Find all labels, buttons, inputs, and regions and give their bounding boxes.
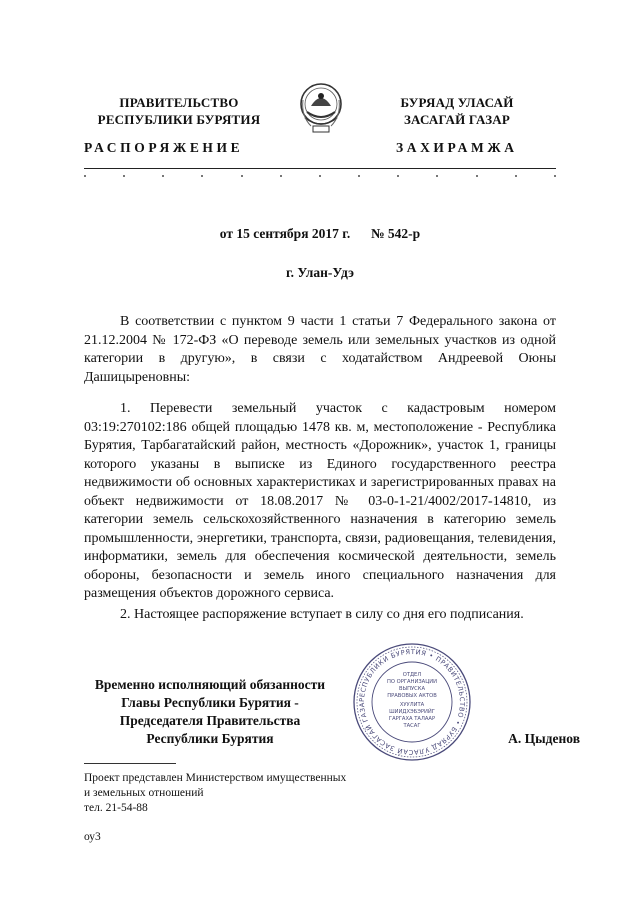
header-left-line2: РЕСПУБЛИКИ БУРЯТИЯ: [97, 112, 261, 127]
stamp-inner-line3: ВЫПУСКА: [398, 686, 426, 692]
footer-line1: Проект представлен Министерством имущественных: [84, 772, 347, 784]
signatory-position: [70, 676, 350, 748]
header-dotted-divider: [84, 175, 556, 179]
footer-divider: [84, 763, 176, 764]
official-stamp: [350, 640, 474, 764]
item1-paragraph: 1. Перевести земельный участок с кадастровым номером 03:19:270102:186 общей площадью 1478 кв. м, местоположение - Республика Бурятия, Тарбагатайский район, местность «Дорожник», участок 1, границы которого указаны в выписке из Единого государственного реестра недвижимости об основных характеристиках и зарегистрированных правах на объект недвижимости от 18.08.2017 № 03-0-1-21/4002/2017-14810, из категории земель сельскохозяйственного назначения в категорию земель промышленности, энергетики, транспорта, связи, радиовещания, телевидения, информатики, земель для обеспечения космической деятельности, земель обороны, безопасности и земель иного специального назначения для размещения объектов дорожного сервиса.: [84, 401, 556, 601]
position-line4: Республики Бурятия: [146, 731, 274, 746]
date-number-line: [0, 226, 640, 242]
stamp-outer-text: РЕСПУБЛИКИ БУРЯТИЯ • ПРАВИТЕЛЬСТВО • БУРЯАД УЛАСАЙ ЗАСАГАЙ ГАЗА: [357, 647, 467, 757]
stamp-inner-line8: ТАСАГ: [403, 723, 421, 729]
stamp-inner-line5: ХУУЛИТА: [399, 702, 425, 708]
preamble-paragraph: В соответствии с пунктом 9 части 1 статьи 7 Федерального закона от 21.12.2004 № 172-ФЗ «О переводе земель или земельных участков из одной категории в другую», в связи с ходатайством Андреевой Оюны Дашицыреновны:: [84, 314, 556, 385]
header-right-line1: БУРЯАД УЛАСАЙ: [400, 95, 514, 110]
position-line2: Главы Республики Бурятия -: [121, 695, 299, 710]
header-right-org: [362, 94, 552, 128]
header-divider: [84, 168, 556, 169]
document-date: от 15 сентября 2017 г.: [219, 226, 351, 241]
document-number: № 542-р: [370, 226, 421, 241]
position-line1: Временно исполняющий обязанности: [94, 677, 326, 692]
stamp-inner-line2: ПО ОРГАНИЗАЦИИ: [386, 679, 438, 685]
footer-block: [84, 771, 424, 816]
stamp-inner-line7: ГАРГАХА ТАЛААР: [388, 716, 436, 722]
stamp-inner-line4: ПРАВОВЫХ АКТОВ: [387, 693, 437, 699]
coat-of-arms-icon: [297, 76, 345, 142]
footer-phone: тел. 21-54-88: [84, 802, 148, 814]
signatory-name: А. Цыденов: [508, 731, 580, 746]
document-city: г. Улан-Удэ: [286, 265, 354, 280]
header-right-line2: ЗАСАГАЙ ГАЗАР: [403, 112, 511, 127]
position-line3: Председателя Правительства: [119, 713, 301, 728]
footer-code: оу3: [84, 831, 101, 843]
header-left-line1: ПРАВИТЕЛЬСТВО: [119, 95, 239, 110]
footer-line2: и земельных отношений: [84, 787, 204, 799]
header-left-org: [84, 94, 274, 128]
doc-type-bua: ЗАХИРАМЖА: [396, 140, 518, 155]
item2-paragraph: 2. Настоящее распоряжение вступает в силу со дня его подписания.: [120, 607, 524, 622]
doc-type-ru: РАСПОРЯЖЕНИЕ: [84, 140, 244, 155]
stamp-inner-line6: ШИИДХЭБЭРИЙГ: [389, 709, 435, 715]
stamp-inner-line1: ОТДЕЛ: [402, 672, 422, 678]
